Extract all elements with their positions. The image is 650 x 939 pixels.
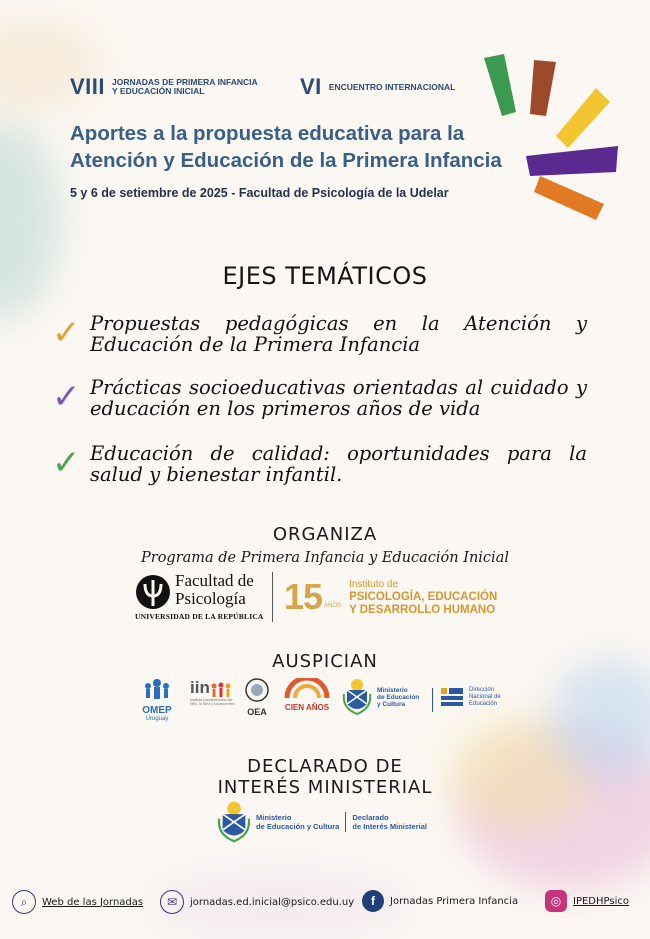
sun-arc-icon	[283, 678, 331, 698]
dne-emblem-icon	[441, 688, 463, 708]
encuentro-label: ENCUENTRO INTERNACIONAL	[328, 81, 456, 92]
mec-line-3: y Cultura	[377, 700, 406, 708]
logo-divider	[345, 812, 346, 832]
jornadas-header	[70, 74, 258, 100]
decl-line-2: de Interés Ministerial	[352, 822, 427, 831]
mec-logo	[342, 678, 432, 716]
eje-item	[52, 443, 587, 485]
eje-text: Educación de calidad: oportunidades para la salud y bienestar infantil.	[90, 442, 587, 486]
decl-line-1: Declarado	[352, 813, 389, 822]
title-line-2: Atención y Educación de la Primera Infancia	[70, 149, 502, 172]
declarado-heading	[0, 756, 650, 798]
dne-line-1: Dirección	[469, 687, 495, 693]
omep-sub: Uruguay	[145, 716, 169, 722]
omep-name: OMEP	[142, 705, 172, 716]
psi-emblem-icon	[135, 574, 171, 610]
uruguay-coat-of-arms-icon	[342, 678, 372, 716]
check-icon: ✓	[52, 313, 81, 353]
mail-icon: ✉	[160, 890, 184, 914]
logo-orange-stroke	[534, 176, 604, 220]
dne-logo	[441, 687, 501, 708]
cien-anos-label: CIEN AÑOS	[284, 703, 330, 712]
check-icon: ✓	[52, 443, 81, 483]
email-label[interactable]: jornadas.ed.inicial@psico.edu.uy	[190, 896, 355, 908]
iin-logo	[190, 678, 236, 706]
dne-line-2: Nacional de	[469, 694, 501, 700]
mec-line-2: de Educación	[377, 693, 420, 701]
declarado-line-2: INTERÉS MINISTERIAL	[217, 777, 433, 798]
instagram-label[interactable]: IPEDHPsico	[573, 895, 629, 907]
decl-mec-line-1: Ministerio	[256, 813, 292, 822]
facebook-link[interactable]	[362, 890, 518, 912]
mec-declarado-logo	[217, 800, 427, 844]
event-dates: 5 y 6 de setiembre de 2025 - Facultad de Psicología de la Udelar	[70, 186, 449, 200]
facebook-label[interactable]: Jornadas Primera Infancia	[390, 895, 519, 907]
logo-purple-stroke	[526, 146, 618, 176]
eje-item	[52, 377, 587, 419]
web-link-label[interactable]: Web de las Jornadas	[42, 896, 144, 908]
logo-brown-stroke	[530, 60, 556, 116]
eje-item	[52, 313, 587, 355]
instituto-line-1: Instituto de	[349, 578, 398, 590]
mec-line-1: Ministerio	[377, 686, 408, 694]
eje-text: Prácticas socioeducativas orientadas al cuidado y educación en los primeros años de vida	[90, 376, 587, 420]
program-name: Programa de Primera Infancia y Educación Inicial	[141, 550, 509, 566]
iin-sub: Instituto Interamericano del Niño, la Niña y Adolescentes	[190, 698, 235, 706]
children-figures-icon	[210, 682, 232, 698]
encuentro-header	[300, 74, 455, 100]
uruguay-coat-of-arms-icon	[217, 800, 251, 844]
title-line-1: Aportes a la propuesta educativa para la	[70, 122, 465, 145]
instagram-link[interactable]	[545, 890, 629, 912]
instituto-anos: AÑOS	[324, 603, 342, 609]
edition-roman-vi: VI	[300, 74, 322, 99]
contact-footer	[0, 890, 650, 916]
jornadas-brush-logo	[478, 52, 623, 227]
instituto-logo	[284, 577, 497, 617]
universidad-label: UNIVERSIDAD DE LA REPÚBLICA	[135, 612, 264, 621]
facebook-icon: f	[362, 890, 384, 912]
eje-text: Propuestas pedagógicas en la Atención y Educación de la Primera Infancia	[90, 312, 587, 356]
cien-anos-logo	[283, 678, 331, 712]
globe-search-icon: ⌕	[12, 890, 36, 914]
logo-green-stroke	[484, 54, 516, 116]
decl-mec-line-2: de Educación y Cultura	[256, 822, 340, 831]
facultad-psicologia-logo	[135, 572, 265, 624]
logo-divider	[432, 688, 433, 712]
facultad-line-1: Facultad de	[175, 571, 254, 590]
logo-divider	[272, 572, 273, 622]
logo-yellow-stroke	[556, 88, 610, 148]
oea-name: OEA	[247, 707, 267, 717]
event-title	[70, 120, 540, 174]
omep-logo	[138, 678, 176, 722]
facultad-line-2: Psicología	[175, 589, 246, 608]
organiza-heading: ORGANIZA	[272, 524, 378, 545]
edition-roman-viii: VIII	[70, 74, 106, 99]
email-link[interactable]	[160, 890, 354, 914]
jornadas-line-1: JORNADAS DE PRIMERA INFANCIA	[112, 77, 258, 87]
iin-name: iin	[190, 678, 210, 697]
jornadas-line-2: Y EDUCACIÓN INICIAL	[112, 86, 205, 96]
oea-seal-icon	[245, 678, 269, 702]
check-icon: ✓	[52, 377, 81, 417]
dne-line-3: Educación	[469, 701, 498, 707]
declarado-line-1: DECLARADO DE	[247, 756, 403, 777]
instagram-icon: ◎	[545, 890, 567, 912]
instituto-15: 15	[284, 576, 323, 617]
instituto-line-3: Y DESARROLLO HUMANO	[349, 603, 496, 616]
oea-logo	[243, 678, 271, 717]
ejes-heading: EJES TEMÁTICOS	[222, 262, 428, 290]
web-link[interactable]	[12, 890, 143, 914]
auspician-heading: AUSPICIAN	[272, 651, 378, 672]
people-icon	[140, 678, 174, 700]
instituto-line-2: PSICOLOGÍA, EDUCACIÓN	[349, 590, 498, 603]
